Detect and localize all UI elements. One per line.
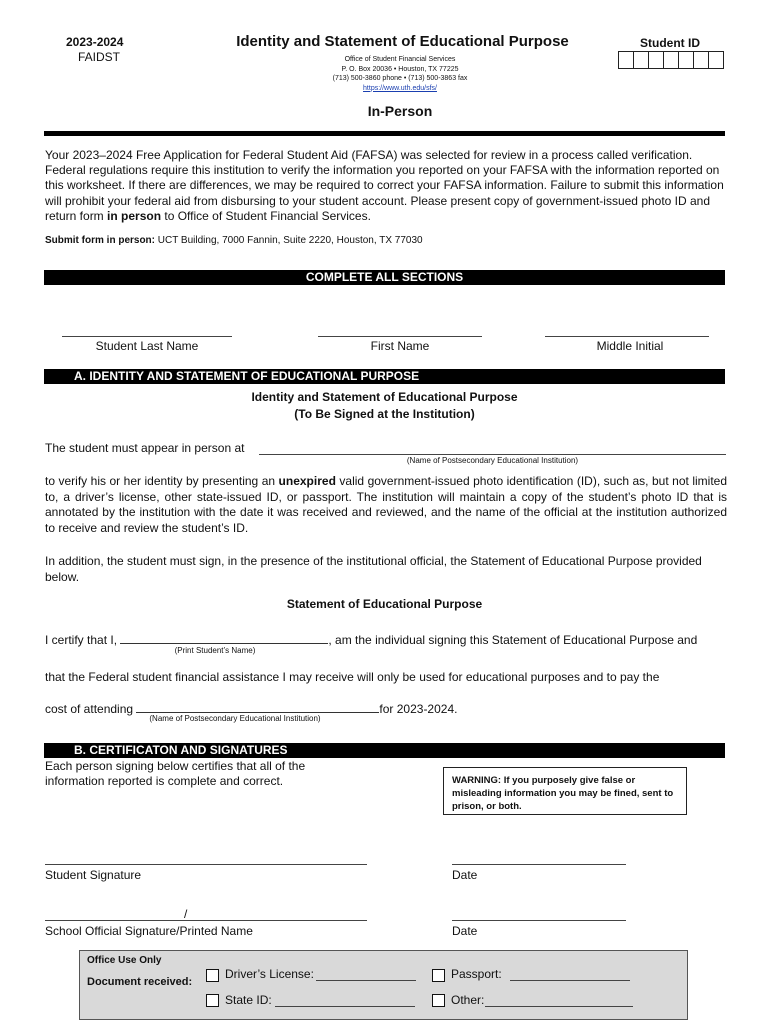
student-id-field[interactable]: [618, 51, 726, 69]
signature-slash: /: [184, 907, 188, 921]
other-label: Other:: [451, 993, 485, 1007]
section-a-subtitle: Identity and Statement of Educational Purpose: [251, 390, 518, 404]
office-use-box: [79, 950, 688, 1020]
first-name-label: First Name: [370, 339, 430, 353]
institution-name-caption: (Name of Postsecondary Educational Institution): [406, 456, 579, 465]
header-divider: [44, 131, 725, 136]
intro-text: Your 2023–2024 Free Application for Federal Student Aid (FAFSA) was selected for review in a process called verification. Federal regulations require this institution to verify the information you reported on your FAFSA with the information reported on this worksheet. If there are differences, we may be required to correct your FAFSA information. Failure to submit this information will prohibit your federal aid from disbursing to your student account. Please present copy of government-issued photo ID and return form: [45, 148, 724, 223]
other-input[interactable]: [485, 994, 633, 1007]
last-name-input[interactable]: [62, 324, 232, 337]
state-id-checkbox[interactable]: [206, 994, 219, 1007]
drivers-license-checkbox[interactable]: [206, 969, 219, 982]
office-line-3: (713) 500-3860 phone • (713) 500-3863 fax: [332, 75, 468, 82]
submit-label: Submit form in person:: [45, 235, 155, 246]
verify-bold-text: unexpired: [278, 474, 336, 488]
certify-text: I certify that I,: [45, 633, 118, 647]
federal-assistance-text: that the Federal student financial assistance I may receive will only be used for educational purposes and to pay the: [45, 670, 660, 684]
form-code: FAIDST: [78, 50, 121, 64]
form-subtitle: In-Person: [367, 103, 433, 119]
statement-title: Statement of Educational Purpose: [286, 597, 483, 611]
certify-line: [45, 631, 697, 647]
submit-location: [45, 235, 423, 246]
form-title: Identity and Statement of Educational Purpose: [236, 33, 569, 50]
submit-address: UCT Building, 7000 Fannin, Suite 2220, Houston, TX 77030: [155, 235, 423, 246]
student-id-label: Student ID: [640, 36, 700, 50]
official-signature-label: School Official Signature/Printed Name: [45, 924, 253, 938]
last-name-label: Student Last Name: [95, 339, 199, 353]
cost-institution-caption: (Name of Postsecondary Educational Institution): [149, 714, 321, 723]
office-website-link[interactable]: https://www.uth.edu/sfs/: [363, 84, 437, 92]
document-received-label: Document received:: [87, 976, 193, 988]
passport-label: Passport:: [451, 967, 502, 981]
warning-box: WARNING: If you purposely give false or misleading information you may be fined, sent to prison, or both.: [443, 767, 687, 815]
print-name-caption: (Print Student’s Name): [174, 646, 256, 655]
complete-all-sections-banner: COMPLETE ALL SECTIONS: [44, 270, 725, 285]
cost-text: cost of attending: [45, 702, 134, 716]
state-id-input[interactable]: [275, 994, 415, 1007]
passport-input[interactable]: [510, 968, 630, 981]
drivers-license-input[interactable]: [316, 968, 416, 981]
student-name-input[interactable]: [120, 631, 328, 644]
state-id-label: State ID:: [225, 993, 272, 1007]
official-date-label: Date: [452, 924, 478, 938]
office-line-1: Office of Student Financial Services: [344, 56, 456, 63]
office-address: [300, 55, 500, 93]
student-date-input[interactable]: [452, 852, 626, 865]
middle-initial-label: Middle Initial: [596, 339, 664, 353]
passport-checkbox[interactable]: [432, 969, 445, 982]
student-signature-label: Student Signature: [45, 868, 142, 882]
institution-name-input[interactable]: [259, 442, 726, 455]
drivers-license-label: Driver’s License:: [225, 967, 314, 981]
verify-text-end: valid government-issued photo identification (ID), such as, but not limited to, a driver’s license, other state-issued ID, or passport. The institution will maintain a copy of the student’s photo ID that is annotated by the institution with the date it was received and reviewed, and the name of the official at the institution authorized to receive and review the student’s ID.: [45, 474, 728, 535]
verify-identity-paragraph: [45, 474, 727, 536]
student-signature-input[interactable]: [45, 852, 367, 865]
certification-intro: Each person signing below certifies that all of the information reported is complete and correct.: [45, 759, 306, 788]
official-signature-input[interactable]: [45, 908, 367, 921]
other-checkbox[interactable]: [432, 994, 445, 1007]
official-date-input[interactable]: [452, 908, 626, 921]
cost-text-end: for 2023-2024.: [379, 702, 458, 716]
cost-institution-input[interactable]: [136, 700, 379, 713]
form-year: 2023-2024: [66, 35, 124, 49]
intro-paragraph: [45, 148, 727, 224]
section-a-subtitle-note: (To Be Signed at the Institution): [294, 407, 475, 421]
office-use-title: Office Use Only: [87, 955, 162, 966]
verify-text: to verify his or her identity by presenting an: [45, 474, 279, 488]
student-date-label: Date: [452, 868, 478, 882]
section-b-header: B. CERTIFICATON AND SIGNATURES: [44, 743, 725, 758]
intro-bold-text: in person: [107, 208, 162, 223]
addition-paragraph: In addition, the student must sign, in the presence of the institutional official, the Statement of Educational Purpose provided below.: [45, 554, 702, 584]
certify-text-end: , am the individual signing this Statement of Educational Purpose and: [328, 633, 698, 647]
intro-text-end: to Office of Student Financial Services.: [161, 208, 371, 223]
office-line-2: P. O. Box 20036 • Houston, TX 77225: [341, 65, 459, 73]
section-a-header: A. IDENTITY AND STATEMENT OF EDUCATIONAL PURPOSE: [44, 369, 725, 384]
middle-initial-input[interactable]: [545, 324, 709, 337]
first-name-input[interactable]: [318, 324, 482, 337]
appear-in-person-text: The student must appear in person at: [45, 441, 245, 455]
